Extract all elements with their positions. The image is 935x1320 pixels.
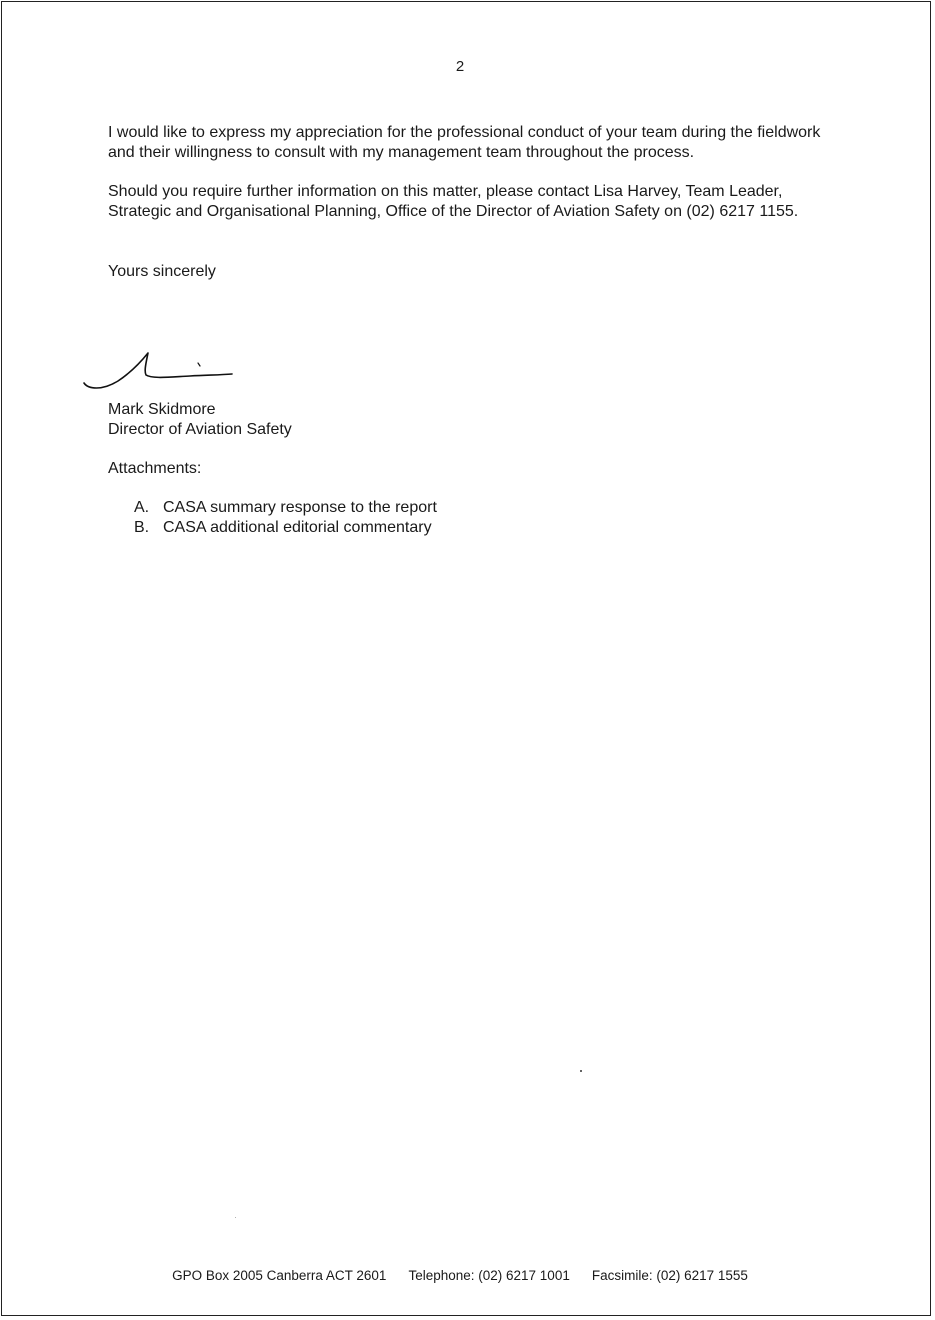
attachment-letter: A. [134,499,150,516]
signer-name: Mark Skidmore [108,401,216,418]
attachment-item [134,498,437,518]
scan-speck [235,1217,236,1218]
signer-title: Director of Aviation Safety [108,421,292,438]
attachment-list [134,498,437,538]
attachment-item [134,518,437,538]
attachment-text: CASA summary response to the report [163,499,437,516]
footer-facsimile: Facsimile: (02) 6217 1555 [591,1268,748,1283]
footer-telephone: Telephone: (02) 6217 1001 [408,1268,570,1283]
footer [0,1268,920,1283]
signature-icon [80,345,240,397]
attachment-text: CASA additional editorial commentary [163,519,432,536]
contact-paragraph: Should you require further information on this matter, please contact Lisa Harvey, Team Leader, Strategic and Organisational Planning, Office of the Director of Aviation Safety on (02) 6217 1155. [108,183,799,220]
scan-speck [580,1070,582,1072]
appreciation-paragraph: I would like to express my appreciation for the professional conduct of your team during the fieldwork and their willingness to consult with my management team throughout the process. [108,124,821,161]
closing-salutation: Yours sincerely [108,263,216,280]
page-number: 2 [455,58,465,75]
attachments-heading: Attachments: [108,460,202,477]
attachment-letter: B. [134,519,150,536]
footer-address: GPO Box 2005 Canberra ACT 2601 [172,1268,387,1283]
